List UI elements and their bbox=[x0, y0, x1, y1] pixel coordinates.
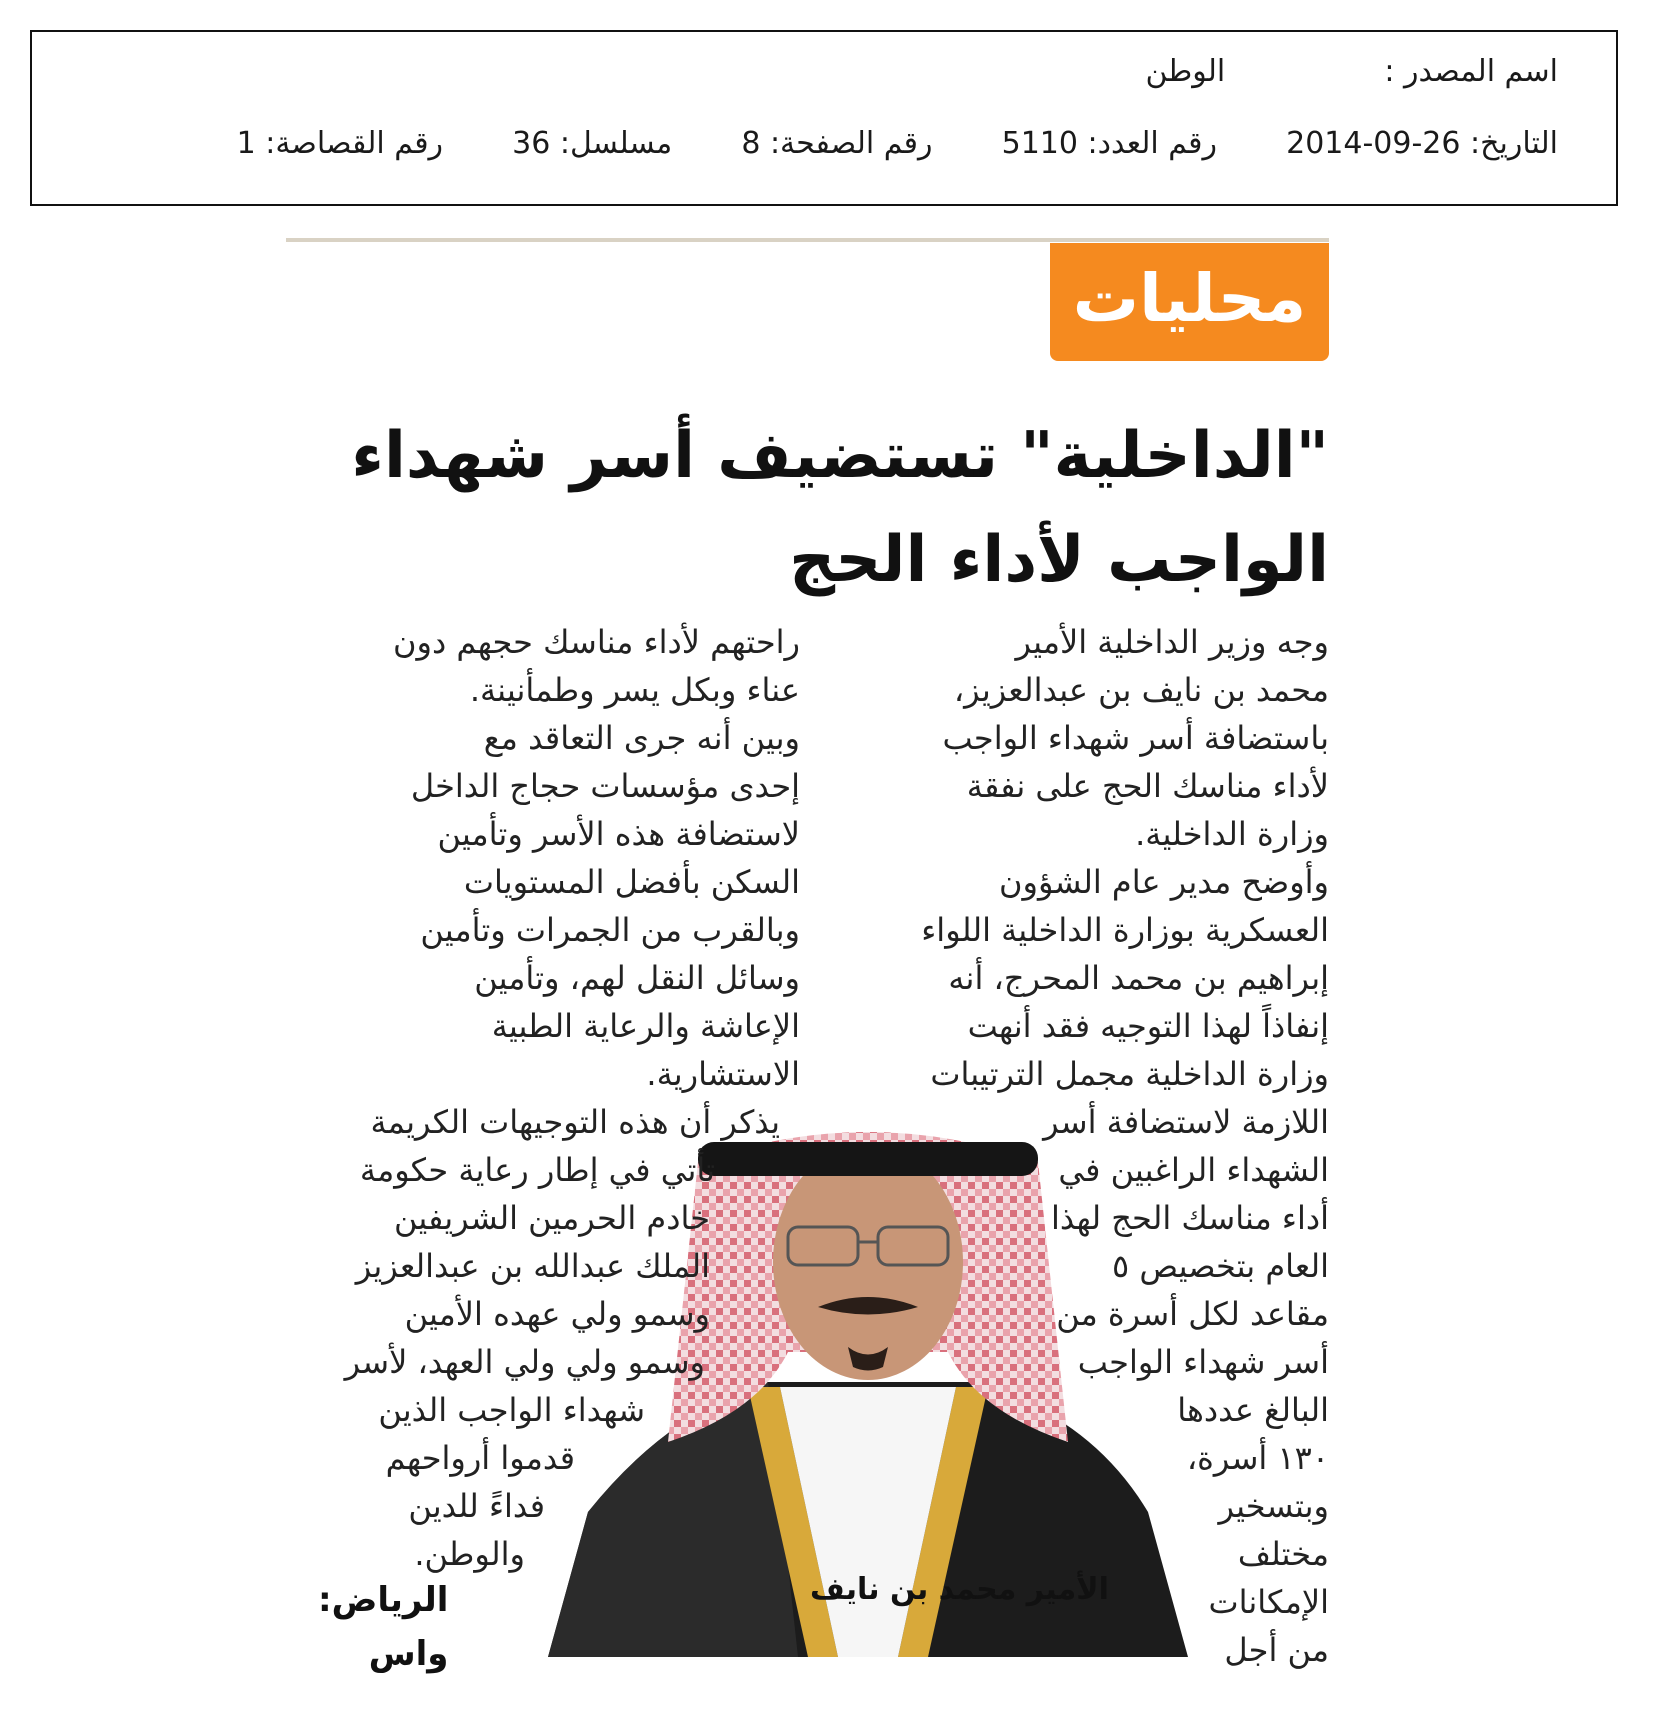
body-line: وزارة الداخلية. bbox=[1135, 815, 1329, 853]
body-line: يذكر أن هذه التوجيهات الكريمة bbox=[370, 1103, 780, 1141]
body-line: الشهداء الراغبين في bbox=[1058, 1151, 1329, 1189]
body-line: راحتهم لأداء مناسك حجهم دون bbox=[393, 623, 800, 661]
body-line: وأوضح مدير عام الشؤون bbox=[999, 863, 1329, 901]
body-line: العسكرية بوزارة الداخلية اللواء bbox=[921, 911, 1329, 949]
body-line: أداء مناسك الحج لهذا bbox=[1050, 1199, 1329, 1237]
body-line: إنفاذاً لهذا التوجيه فقد أنهت bbox=[967, 1007, 1329, 1045]
body-line: اللازمة لاستضافة أسر bbox=[1043, 1103, 1329, 1141]
body-line: البالغ عددها bbox=[1177, 1391, 1329, 1429]
issue-value: 5110 bbox=[1001, 126, 1078, 161]
clip-label: رقم القصاصة: bbox=[265, 126, 444, 161]
body-line: وبتسخير bbox=[1218, 1487, 1329, 1525]
body-line: الإعاشة والرعاية الطبية bbox=[491, 1007, 800, 1045]
body-line: لاستضافة هذه الأسر وتأمين bbox=[437, 815, 800, 853]
body-line: الاستشارية. bbox=[646, 1055, 800, 1093]
body-line: محمد بن نايف بن عبدالعزيز، bbox=[953, 671, 1329, 709]
photo-caption: الأمير محمد بن نايف bbox=[810, 1572, 1109, 1607]
page-label: رقم الصفحة: bbox=[769, 126, 933, 161]
body-line: السكن بأفضل المستويات bbox=[463, 863, 800, 901]
body-line: باستضافة أسر شهداء الواجب bbox=[942, 719, 1329, 757]
dateline bbox=[318, 1573, 448, 1681]
body-line: ١٣٠ أسرة، bbox=[1186, 1439, 1329, 1477]
source-label: اسم المصدر : bbox=[1384, 54, 1558, 89]
body-line: وجه وزير الداخلية الأمير bbox=[1015, 623, 1329, 661]
body-line: وسمو ولي ولي العهد، لأسر bbox=[344, 1343, 705, 1381]
body-line: عناء وبكل يسر وطمأنينة. bbox=[469, 671, 800, 709]
body-line: الإمكانات bbox=[1208, 1583, 1329, 1621]
body-line: خادم الحرمين الشريفين bbox=[394, 1199, 710, 1237]
issue-label: رقم العدد: bbox=[1087, 126, 1218, 161]
body-line: وسائل النقل لهم، وتأمين bbox=[474, 959, 800, 997]
headline-line-2: الواجب لأداء الحج bbox=[789, 523, 1329, 597]
source-row bbox=[1146, 54, 1558, 89]
section-rule bbox=[286, 238, 1329, 242]
body-line: وبين أنه جرى التعاقد مع bbox=[483, 719, 800, 757]
body-line: فداءً للدين bbox=[408, 1487, 545, 1525]
date-value: 2014-09-26 bbox=[1286, 126, 1461, 161]
body-line: أسر شهداء الواجب bbox=[1077, 1343, 1329, 1381]
body-line: إحدى مؤسسات حجاج الداخل bbox=[410, 767, 800, 805]
headline-line-1: "الداخلية" تستضيف أسر شهداء bbox=[351, 419, 1329, 493]
body-line: شهداء الواجب الذين bbox=[378, 1391, 645, 1429]
body-column-left bbox=[300, 618, 800, 1578]
body-line: مقاعد لكل أسرة من bbox=[1056, 1295, 1329, 1333]
body-line: قدموا أرواحهم bbox=[385, 1439, 575, 1477]
body-line: لأداء مناسك الحج على نفقة bbox=[966, 767, 1329, 805]
body-line: تأتي في إطار رعاية حكومة bbox=[359, 1151, 715, 1189]
body-line: الملك عبدالله بن عبدالعزيز bbox=[355, 1247, 710, 1285]
serial-label: مسلسل: bbox=[559, 126, 673, 161]
body-line: وزارة الداخلية مجمل الترتيبات bbox=[930, 1055, 1329, 1093]
body-line: من أجل bbox=[1224, 1631, 1329, 1669]
body-line: إبراهيم بن محمد المحرج، أنه bbox=[948, 959, 1329, 997]
body-column-right bbox=[829, 618, 1329, 1674]
serial-value: 36 bbox=[512, 126, 551, 161]
clip-value: 1 bbox=[236, 126, 256, 161]
headline bbox=[300, 404, 1329, 612]
date-label: التاريخ: bbox=[1470, 126, 1558, 161]
details-row bbox=[237, 126, 1558, 161]
clipping-meta-box bbox=[30, 30, 1618, 206]
body-line: والوطن. bbox=[414, 1535, 525, 1573]
body-line: مختلف bbox=[1237, 1535, 1329, 1573]
body-line: وبالقرب من الجمرات وتأمين bbox=[420, 911, 800, 949]
section-tag: محليات bbox=[1050, 243, 1329, 361]
dateline-city: الرياض: bbox=[318, 1580, 449, 1620]
dateline-agency: واس bbox=[368, 1634, 449, 1674]
body-line: العام بتخصيص ٥ bbox=[1112, 1247, 1329, 1285]
source-value: الوطن bbox=[1145, 54, 1226, 89]
page-value: 8 bbox=[741, 126, 761, 161]
body-line: وسمو ولي عهده الأمين bbox=[404, 1295, 710, 1333]
